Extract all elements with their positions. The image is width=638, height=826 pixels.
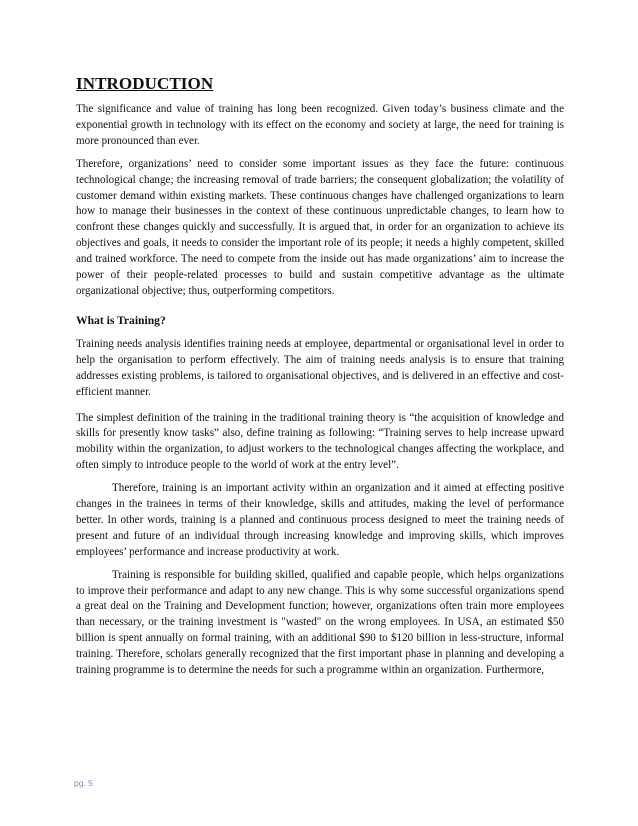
page-content: [76, 74, 564, 686]
section-heading-what-is-training: What is Training?: [76, 313, 166, 327]
paragraph-training-importance: Therefore, training is an important activity within an organization and it aimed at effecting positive changes in the trainees in terms of their knowledge, skills and attitudes, making the level of performance better. In other words, training is a planned and continuous process designed to meet the training needs of present and future of an individual through increasing knowledge and improving skills, which improves employees’ performance and increase productivity at work.: [76, 482, 564, 558]
page-title: INTRODUCTION: [76, 74, 214, 93]
paragraph-training-definition: The simplest definition of the training in the traditional training theory is “the acquisition of knowledge and skills for presently know tasks” also, define training as following: “Training serves to help increase upward mobility within the organization, to adjust workers to the technological changes affecting the workplace, and often simply to introduce people to the world of work at the entry level”.: [76, 411, 564, 472]
paragraph-training-responsibility: Training is responsible for building skilled, qualified and capable people, which helps organizations to improve their performance and adapt to any new change. This is why some successful organizations spend a great deal on the Training and Development function; however, organizations often train more employees than necessary, or the training investment is "wasted" on the wrong employees. In USA, an estimated $50 billion is spent annually on formal training, with an additional $90 to $120 billion in less-structure, informal training. Therefore, scholars generally recognized that the first important phase in planning and developing a training programme is to determine the needs for such a programme within an organization. Furthermore,: [76, 568, 564, 677]
paragraph-intro-1: The significance and value of training has long been recognized. Given today’s business climate and the exponential growth in technology with its effect on the economy and society at large, the need for training is more pronounced than ever.: [76, 103, 564, 147]
page-number: pg. 5: [74, 778, 93, 788]
paragraph-training-needs: Training needs analysis identifies training needs at employee, departmental or organisational level in order to help the organisation to perform effectively. The aim of training needs analysis is to ensure that training addresses existing problems, is tailored to organisational objectives, and is delivered in an effective and cost-efficient manner.: [76, 337, 564, 398]
paragraph-intro-2: Therefore, organizations’ need to consider some important issues as they face the future: continuous technological change; the increasing removal of trade barriers; the consequent globalization; the volatility of customer demand within existing markets. These continuous changes have challenged organizations to learn how to manage their businesses in the context of these continuous unpredictable changes, to learn how to confront these changes quickly and successfully. It is argued that, in order for an organization to achieve its objectives and goals, it needs to consider the important role of its people; it needs a highly competent, skilled and trained workforce. The need to compete from the inside out has made organizations’ aim to increase the power of their people-related processes to build and sustain competitive advantage as the ultimate organizational objective; thus, outperforming competitors.: [76, 157, 564, 297]
